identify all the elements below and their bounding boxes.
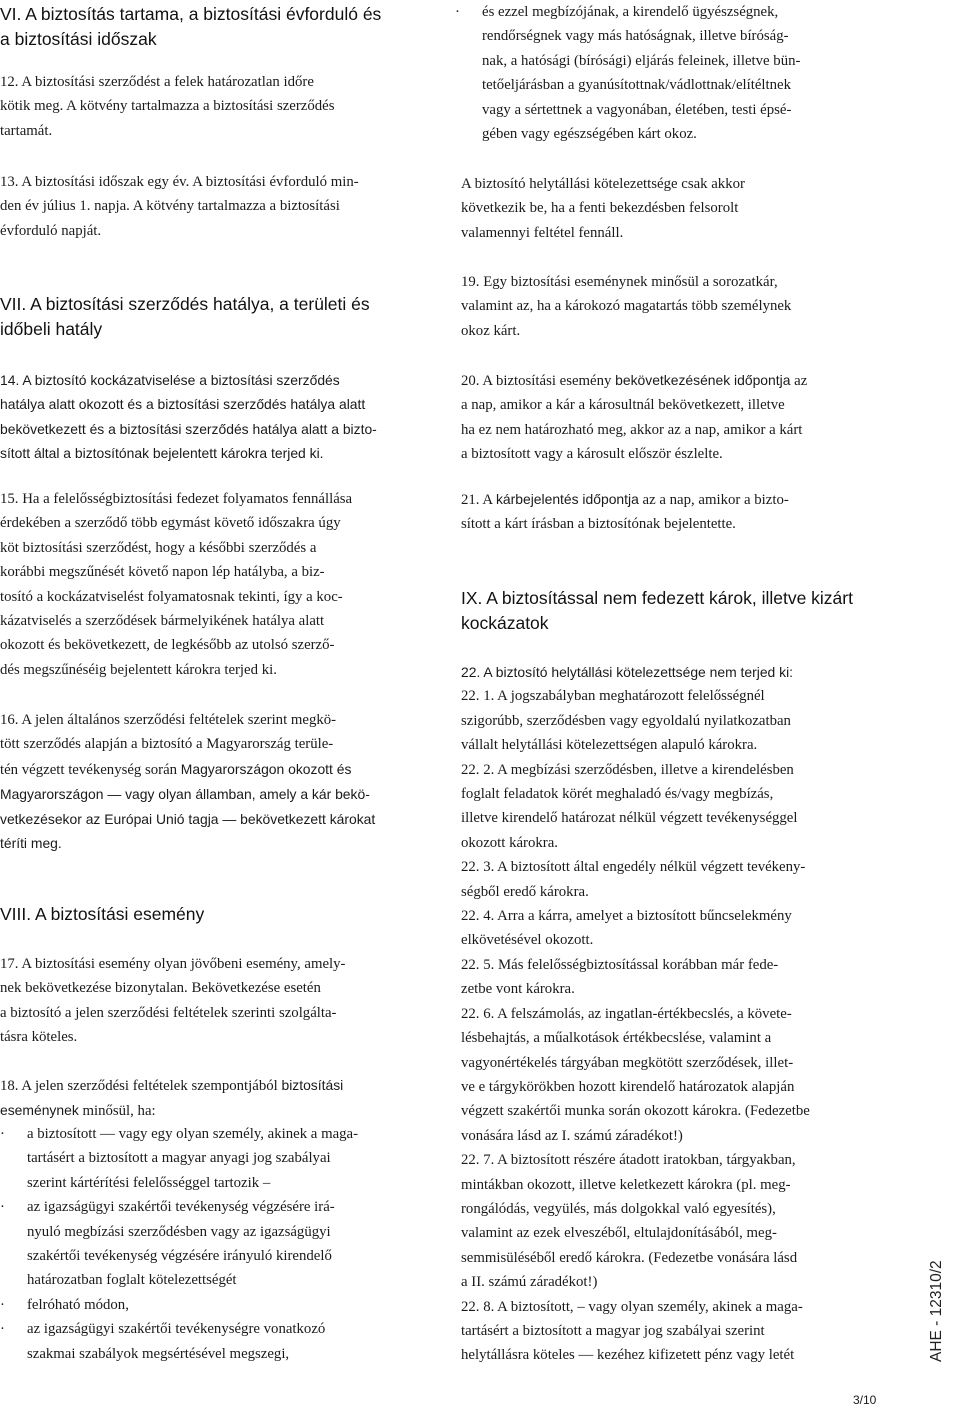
document-code: AHE - 12310/2 bbox=[928, 1260, 945, 1362]
list-item: · a biztosított — vagy egy olyan személy, akinek a maga- tartásért a biztosított a magyar anyagi jog szabályai szerint kártérítési felelősséggel tartozik – bbox=[0, 1122, 358, 1195]
section-heading-ix: IX. A biztosítással nem fedezett károk, illetve kizárt kockázatok bbox=[461, 588, 853, 633]
paragraph-21: 21. A kárbejelentés időpontja az a nap, amikor a bizto- sított a kárt írásban a biztosítónak bejelentette. bbox=[461, 491, 789, 533]
paragraph-20: 20. A biztosítási esemény bekövetkezésének időpontja az a nap, amikor a kár a károsultnál bekövetkezett, illetve ha ez nem határozható meg, akkor az a nap, amikor a kárt a biztosított vagy a károsult először észlelte. bbox=[461, 372, 808, 463]
page-number: 3/10 bbox=[853, 1393, 877, 1407]
list-item: · felróható módon, bbox=[0, 1293, 358, 1317]
section-heading-vi: VI. A biztosítás tartama, a biztosítási évforduló és a biztosítási időszak bbox=[0, 4, 382, 49]
paragraph-16: 16. A jelen általános szerződési feltételek szerint megkö- tött szerződés alapján a biztosító a Magyarország terüle- tén végzett tevékenység során Magyarországon okozott és Magyarországon — vagy olyan államban, amely a kár bekö- vetkezésekor az Európai Unió tagja — bekövetkezett károkat téríti meg. bbox=[0, 712, 376, 852]
paragraph-15: 15. Ha a felelősségbiztosítási fedezet folyamatos fennállása érdekében a szerződő több egymást követő időszakra úgy köt biztosítási szerződést, hogy a későbbi szerződés a korábbi megszűnését követő napon lép hatályba, a biz- tosító a kockázatviselést folyamatosnak tekinti, így a koc- kázatviselés a szerződések bármelyikének hatálya alatt okozott és bekövetkezett, de legkésőbb az utolsó szerző- dés megszűnéséig bejelentett károkra terjed ki. bbox=[0, 491, 353, 678]
paragraph-17: 17. A biztosítási esemény olyan jövőbeni esemény, amely- nek bekövetkezése bizonytalan. Bekövetkezése esetén a biztosító a jelen szerződési feltételek szerinti szolgálta- tásra köteles. bbox=[0, 956, 346, 1046]
section-heading-viii: VIII. A biztosítási esemény bbox=[0, 904, 205, 924]
list-item: · az igazságügyi szakértői tevékenység végzésére irá- nyuló megbízási szerződésben vagy az igazságügyi szakértői tevékenység végzésére irányuló kirendelő határozatban foglalt kötelezettségét bbox=[0, 1195, 358, 1293]
list-item-continued: · és ezzel megbízójának, a kirendelő ügyészségnek, rendőrségnek vagy más hatóságnak, illetve bíróság- nak, a hatósági (bírósági) eljárás feleinek, illetve bün- tetőeljárásban a gyanúsítottnak/vádlottnak/elítéltnek vagy a sértettnek a vagyonában, életében, testi épsé- gében vagy egészségében kárt okoz. bbox=[455, 0, 800, 146]
condition-list bbox=[0, 1122, 358, 1366]
paragraph-helytallas: A biztosító helytállási kötelezettsége csak akkor következik be, ha a fenti bekezdésben felsorolt valamennyi feltétel fennáll. bbox=[461, 176, 745, 241]
paragraph-22: 22. A biztosító helytállási kötelezettsége nem terjed ki: 22. 1. A jogszabályban meghatározott felelősségnél szigorúbb, szerződésben vagy egyoldalú nyilatkozatban vállalt helytállási kötelezettségen alapuló károkra. 22. 2. A megbízási szerződésben, illetve a kirendelésben foglalt feladatok körét meghaladó és/vagy megbízás, illetve kirendelő határozat nélkül végzett tevékenységgel okozott károkra. 22. 3. A biztosított által engedély nélkül végzett tevékeny- ségből eredő károkra. 22. 4. Arra a kárra, amelyet a biztosított bűncselekmény elkövetésével okozott. 22. 5. Más felelősségbiztosítással korábban már fede- zetbe vont károkra. 22. 6. A felszámolás, az ingatlan-értékbecslés, a követe- lésbehajtás, a műalkotások értékbecslése, valamint a vagyonértékelés tárgyában megkötött szerződések, illet- ve e tárgykörökben hozott kirendelő határozatok alapján végzett szakértői munka során okozott károkra. (Fedezetbe vonására lásd az I. számú záradékot!) 22. 7. A biztosított részére átadott iratokban, tárgyakban, mintákban okozott, illetve keletkezett károkra (pl. meg- rongálódás, vegyülés, más dolgokkal való egyesítés), valamint az ezek elveszéből, eltulajdonításából, meg- semmisüléséből eredő károkra. (Fedezetbe vonására lásd a II. számú záradékot!) 22. 8. A biztosított, – vagy olyan személy, akinek a maga- tartásért a biztosított a magyar jog szabályai szerint helytállásra köteles — kezéhez kifizetett pénz vagy letét bbox=[461, 664, 810, 1364]
paragraph-12: 12. A biztosítási szerződést a felek határozatlan időre kötik meg. A kötvény tartalmazza a biztosítási szerződés tartamát. bbox=[0, 74, 335, 139]
paragraph-18: 18. A jelen szerződési feltételek szempontjából biztosítási eseménynek minősül, ha: bbox=[0, 1077, 344, 1120]
paragraph-13: 13. A biztosítási időszak egy év. A biztosítási évforduló min- den év július 1. napja. A kötvény tartalmazza a biztosítási évforduló napját. bbox=[0, 174, 359, 239]
section-heading-vii: VII. A biztosítási szerződés hatálya, a területi és időbeli hatály bbox=[0, 294, 370, 339]
paragraph-14: 14. A biztosító kockázatviselése a biztosítási szerződés hatálya alatt okozott és a biztosítási szerződés hatálya alatt bekövetkezett és a biztosítási szerződés hatálya alatt a bizto- sított által a biztosítónak bejelentett károkra terjed ki. bbox=[0, 372, 377, 462]
paragraph-19: 19. Egy biztosítási eseménynek minősül a sorozatkár, valamint az, ha a károkozó magatartás több személynek okoz kárt. bbox=[461, 274, 792, 339]
list-item: · az igazságügyi szakértői tevékenységre vonatkozó szakmai szabályok megsértésével megszegi, bbox=[0, 1317, 358, 1366]
